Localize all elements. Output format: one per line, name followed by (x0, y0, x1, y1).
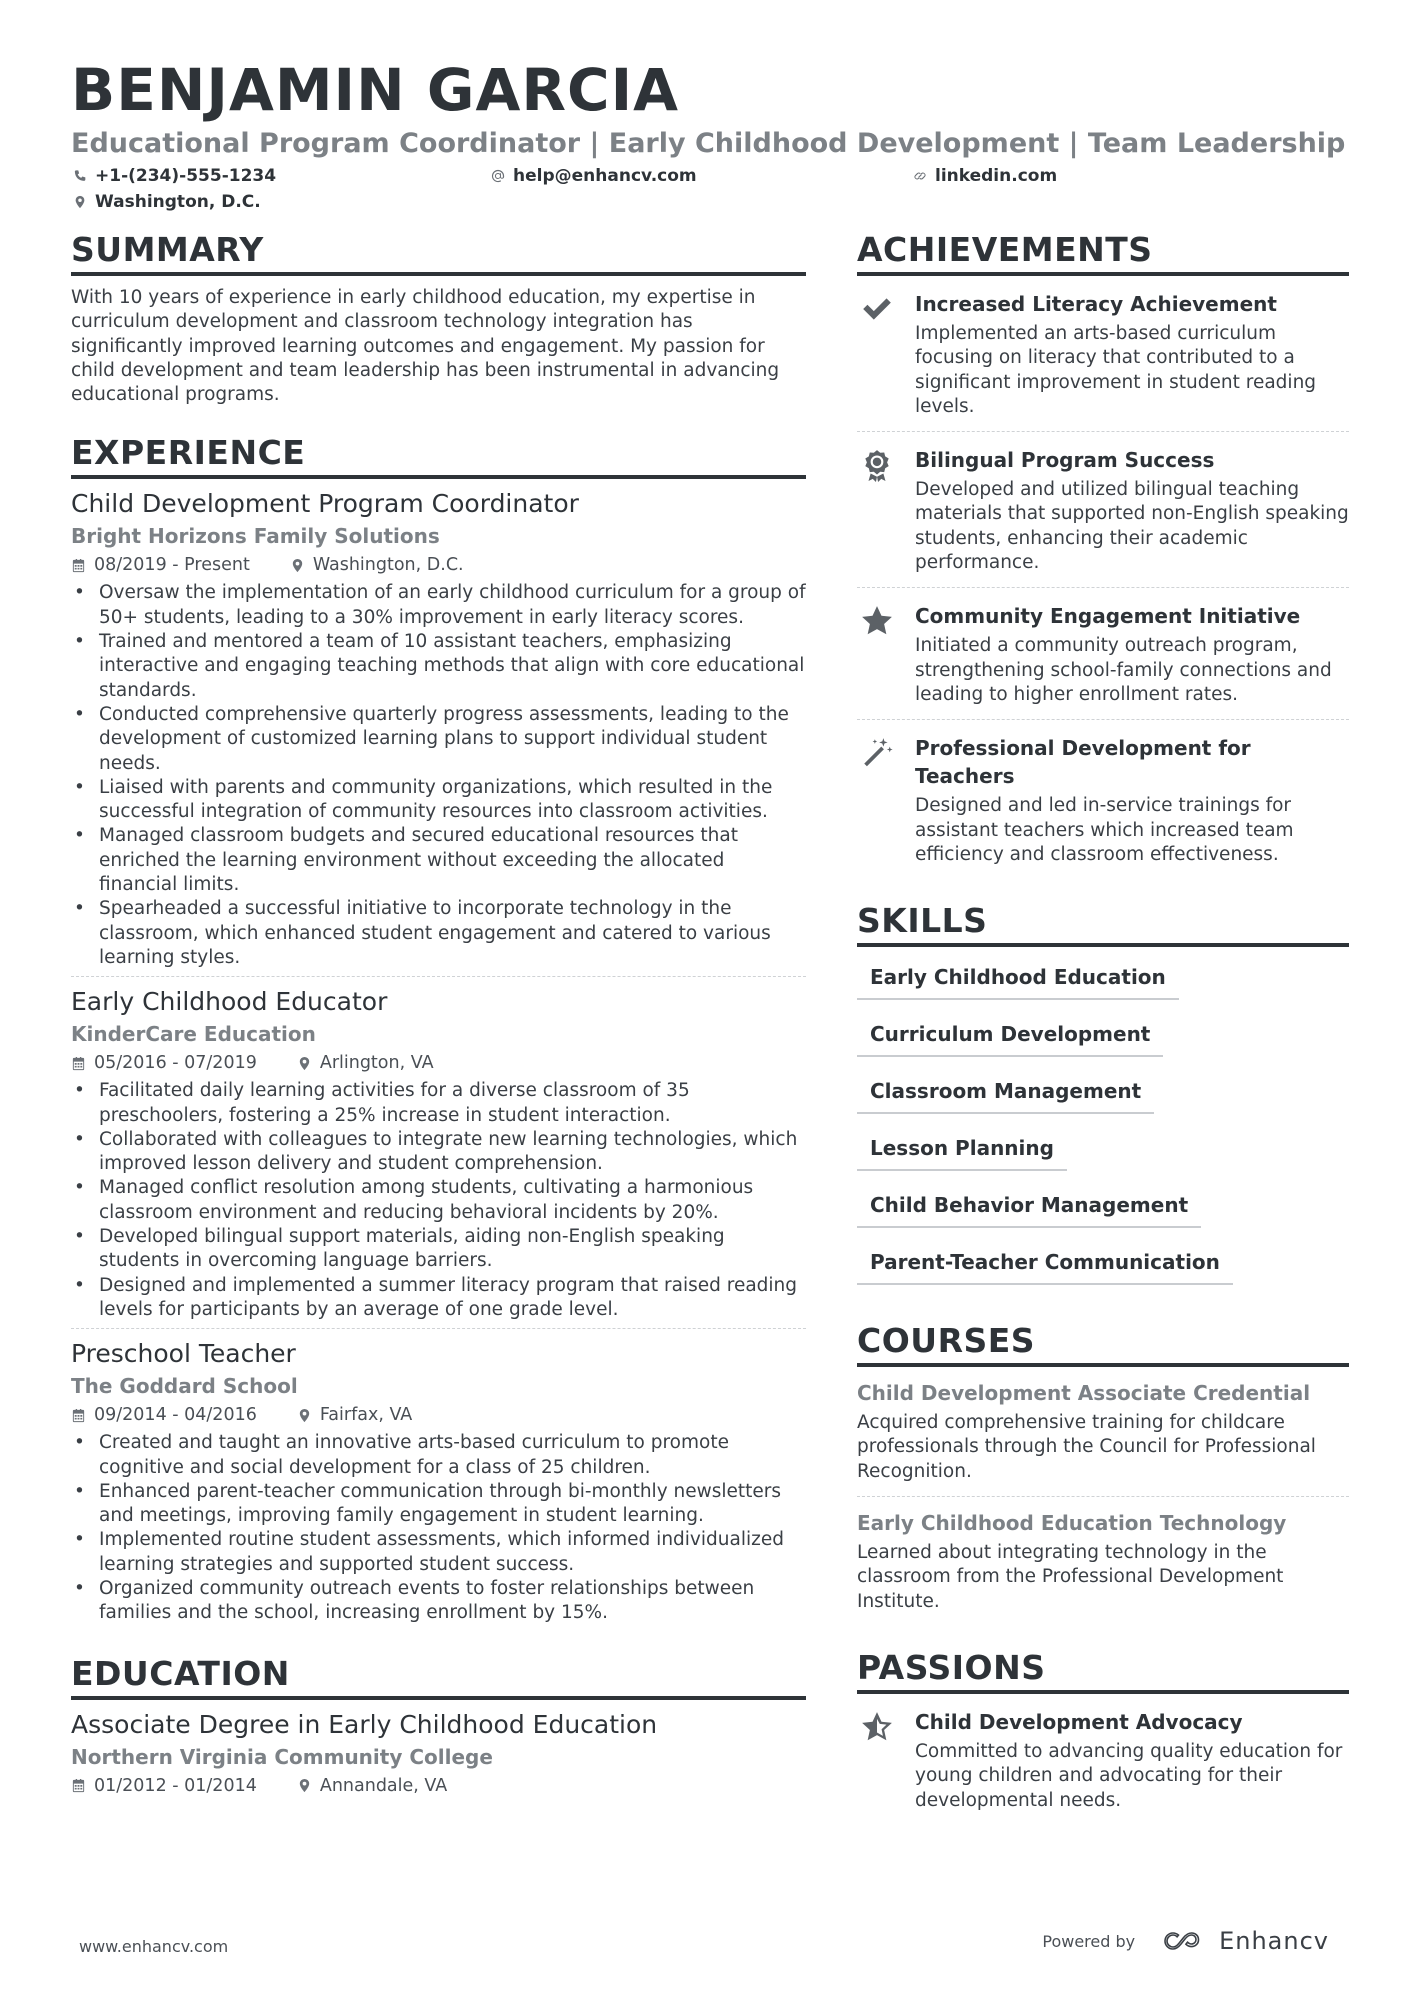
skills-section (857, 901, 1349, 1299)
linkedin-contact[interactable] (913, 166, 1057, 186)
achievement-title: Professional Development for Teachers (915, 736, 1251, 789)
job-company: Bright Horizons Family Solutions (71, 524, 440, 549)
skills-heading: SKILLS (857, 901, 1349, 947)
map-pin-icon (297, 1408, 312, 1423)
left-column (71, 230, 806, 1828)
experience-section (71, 433, 806, 1631)
job-meta (71, 551, 806, 579)
course-desc: Acquired comprehensive training for childcare professionals through the Council for Professional Recognition. (857, 1412, 1316, 1482)
calendar-icon (71, 1408, 86, 1423)
job-entry (71, 1328, 806, 1631)
passion-item (857, 1694, 1349, 1825)
job-title: Child Development Program Coordinator (71, 489, 579, 519)
infinity-logo-icon (1161, 1929, 1209, 1953)
map-pin-icon (73, 195, 87, 209)
skills-list (857, 947, 1349, 1299)
courses-heading: COURSES (857, 1321, 1349, 1367)
achievement-title: Community Engagement Initiative (915, 604, 1301, 629)
skill-tag: Lesson Planning (857, 1128, 1067, 1171)
powered-by-label: Powered by (1042, 1931, 1136, 1951)
magic-wand-icon (857, 734, 897, 867)
passions-section (857, 1648, 1349, 1825)
bullet-item: • Liaised with parents and community organizations, which resulted in the successful integration of community resources into classroom activities. (71, 776, 806, 825)
website-link[interactable]: www.enhancv.com (79, 1937, 229, 1956)
bullet-item: • Developed bilingual support materials, aiding non-English speaking students in overcoming language barriers. (71, 1225, 806, 1274)
right-column (857, 230, 1349, 1847)
achievement-item (857, 431, 1349, 587)
bullet-item: • Created and taught an innovative arts-based curriculum to promote cognitive and social development for a class of 25 children. (71, 1431, 806, 1480)
job-title: Early Childhood Educator (71, 987, 388, 1017)
phone-contact[interactable] (73, 166, 276, 186)
bullet-item: • Enhanced parent-teacher communication through bi-monthly newsletters and meetings, improving family engagement in student learning. (71, 1480, 806, 1529)
skill-tag: Parent-Teacher Communication (857, 1242, 1233, 1285)
summary-section (71, 230, 806, 407)
at-icon (491, 169, 505, 183)
course-item (857, 1496, 1349, 1626)
linkedin-text: linkedin.com (935, 166, 1058, 186)
job-bullets (71, 1431, 806, 1625)
achievement-desc: Initiated a community outreach program, strengthening school-family connections and leading to higher enrollment rates. (915, 635, 1332, 705)
job-location: Arlington, VA (319, 1053, 434, 1074)
achievement-desc: Designed and led in-service trainings for assistant teachers which increased team efficiency and classroom effectiveness. (915, 795, 1294, 865)
achievement-title: Increased Literacy Achievement (915, 292, 1277, 316)
job-meta (71, 1049, 806, 1077)
summary-heading: SUMMARY (71, 230, 806, 276)
link-icon (913, 169, 927, 183)
education-dates: 01/2012 - 01/2014 (94, 1775, 257, 1796)
degree-title: Associate Degree in Early Childhood Education (71, 1709, 658, 1739)
skill-tag: Child Behavior Management (857, 1185, 1201, 1228)
phone-text: +1-(234)-555-1234 (95, 166, 277, 186)
achievement-desc: Implemented an arts-based curriculum focusing on literacy that contributed to a significant improvement in student reading levels. (915, 323, 1317, 417)
contact-info (71, 164, 1351, 220)
achievement-title: Bilingual Program Success (915, 448, 1215, 473)
bullet-item: • Managed conflict resolution among students, cultivating a harmonious classroom environment and reducing behavioral incidents by 20%. (71, 1176, 806, 1225)
bullet-item: • Implemented routine student assessments, which informed individualized learning strategies and supported student success. (71, 1528, 806, 1577)
course-desc: Learned about integrating technology in the classroom from the Professional Development Institute. (857, 1542, 1284, 1612)
location-text: Washington, D.C. (95, 192, 261, 212)
map-pin-icon (297, 1778, 312, 1793)
education-entry (71, 1700, 806, 1806)
resume-header (71, 56, 1351, 220)
achievement-item (857, 719, 1349, 879)
bullet-item: • Oversaw the implementation of an early childhood curriculum for a group of 50+ students, leading to a 30% improvement in early literacy scores. (71, 581, 806, 630)
bullet-item: • Trained and mentored a team of 10 assistant teachers, emphasizing interactive and engaging teaching methods that align with core educational standards. (71, 630, 806, 703)
achievements-heading: ACHIEVEMENTS (857, 230, 1349, 276)
job-title: Preschool Teacher (71, 1339, 296, 1369)
map-pin-icon (297, 1056, 312, 1071)
star-icon (857, 602, 897, 707)
courses-section (857, 1321, 1349, 1626)
education-heading: EDUCATION (71, 1654, 806, 1700)
bullet-item: • Conducted comprehensive quarterly progress assessments, leading to the development of customized learning plans to support individual student needs. (71, 703, 806, 776)
bullet-item: • Collaborated with colleagues to integrate new learning technologies, which improved lesson delivery and student comprehension. (71, 1128, 806, 1177)
page-footer (79, 1927, 1329, 1967)
job-company: The Goddard School (71, 1374, 298, 1399)
job-location: Fairfax, VA (319, 1405, 413, 1426)
job-bullets (71, 581, 806, 970)
star-outline-icon (857, 1708, 897, 1813)
passions-heading: PASSIONS (857, 1648, 1349, 1694)
map-pin-icon (290, 558, 305, 573)
enhancv-logo[interactable] (1161, 1927, 1329, 1955)
passion-title: Child Development Advocacy (915, 1709, 1243, 1734)
job-bullets (71, 1079, 806, 1322)
achievement-item (857, 276, 1349, 431)
calendar-icon (71, 1778, 86, 1793)
skill-tag: Classroom Management (857, 1071, 1154, 1114)
job-dates: 05/2016 - 07/2019 (94, 1053, 257, 1074)
achievements-section (857, 230, 1349, 879)
powered-by (1042, 1927, 1329, 1955)
bullet-item: • Designed and implemented a summer literacy program that raised reading levels for participants by an average of one grade level. (71, 1274, 806, 1323)
job-entry (71, 479, 806, 976)
candidate-name: BENJAMIN GARCIA (71, 56, 680, 124)
job-dates: 09/2014 - 04/2016 (94, 1405, 257, 1426)
phone-icon (73, 169, 87, 183)
skill-tag: Curriculum Development (857, 1014, 1163, 1057)
checkmark-icon (857, 290, 897, 419)
bullet-item: • Spearheaded a successful initiative to incorporate technology in the classroom, which enhanced student engagement and catered to various learning styles. (71, 897, 806, 970)
job-location: Washington, D.C. (312, 555, 464, 576)
calendar-icon (71, 558, 86, 573)
email-contact[interactable] (491, 166, 697, 186)
bullet-item: • Managed classroom budgets and secured educational resources that enriched the learning environment without exceeding the allocated financial limits. (71, 824, 806, 897)
email-text: help@enhancv.com (513, 166, 697, 186)
job-meta (71, 1401, 806, 1429)
course-title: Early Childhood Education Technology (857, 1511, 1287, 1536)
location-contact (73, 192, 261, 212)
skill-tag: Early Childhood Education (857, 957, 1179, 1000)
education-section (71, 1654, 806, 1806)
headline: Educational Program Coordinator | Early Childhood Development | Team Leadership (71, 128, 1346, 159)
course-title: Child Development Associate Credential (857, 1381, 1311, 1406)
education-location: Annandale, VA (319, 1775, 448, 1796)
school-name: Northern Virginia Community College (71, 1744, 493, 1769)
job-entry (71, 976, 806, 1328)
passion-desc: Committed to advancing quality education for young children and advocating for their developmental needs. (915, 1740, 1343, 1811)
calendar-icon (71, 1056, 86, 1071)
achievement-desc: Developed and utilized bilingual teaching materials that supported non-English speaking students, enhancing their academic performance. (915, 479, 1349, 574)
experience-heading: EXPERIENCE (71, 433, 806, 479)
bullet-item: • Facilitated daily learning activities for a diverse classroom of 35 preschoolers, fostering a 25% increase in student interaction. (71, 1079, 806, 1128)
achievement-item (857, 587, 1349, 719)
brand-name: Enhancv (1219, 1927, 1329, 1955)
job-company: KinderCare Education (71, 1022, 316, 1047)
job-dates: 08/2019 - Present (94, 555, 250, 576)
summary-text: With 10 years of experience in early childhood education, my expertise in curriculum development and classroom technology integration has significantly improved learning outcomes and engagement. My passion for child development and team leadership has been instrumental in advancing educational programs. (71, 287, 780, 406)
bullet-item: • Organized community outreach events to foster relationships between families and the school, increasing enrollment by 15%. (71, 1577, 806, 1626)
education-meta (71, 1772, 806, 1800)
course-item (857, 1367, 1349, 1496)
award-ribbon-icon (857, 446, 897, 575)
